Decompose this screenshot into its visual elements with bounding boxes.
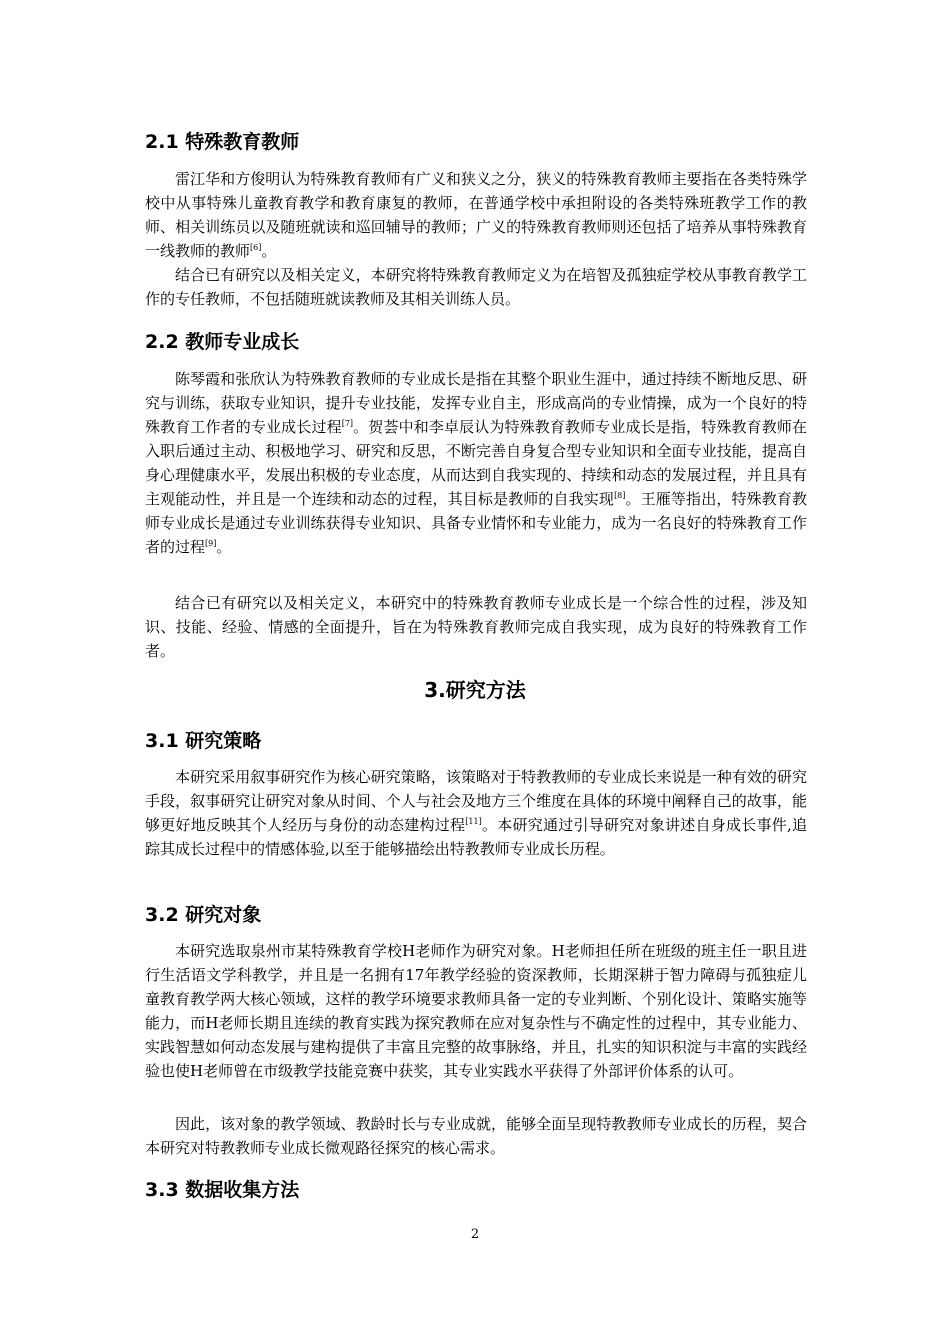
paragraph-text: 。本研究通过引导研究对象讲述自身成长事件,追踪其成长过程中的情感体验,以至于能够描绘出特教教师专业成长历程。 xyxy=(145,816,807,858)
citation: [6] xyxy=(250,243,262,252)
section-heading-3-1: 3.1 研究策略 xyxy=(145,730,262,752)
paragraph-text: 陈琴霞和张欣认为特殊教育教师的专业成长是指在其整个职业生涯中，通过持续不断地反思、研究与训练，获取专业知识，提升专业技能，发挥专业自主，形成高尚的专业情操，成为一个良好的特殊教育工作者的专业成长过程 xyxy=(145,370,807,436)
section-heading-2-2: 2.2 教师专业成长 xyxy=(145,331,300,353)
section-heading-2-1: 2.1 特殊教育教师 xyxy=(145,131,300,153)
paragraph-text: 。贺荟中和李卓辰认为特殊教育教师专业成长是指，特殊教育教师在入职后通过主动、积极地学习、研究和反思，不断完善自身复合型专业知识和全面专业技能，提高自身心理健康水平，发展出积极的专业态度，从而达到自我实现的、持续和动态的发展过程，并且具有主观能动性，并且是一个连续和动态的过程，其目标是教师的自我实现 xyxy=(145,418,807,508)
section-heading-3-2: 3.2 研究对象 xyxy=(145,904,262,926)
citation: [7] xyxy=(341,419,354,428)
paragraph: 结合已有研究以及相关定义，本研究将特殊教育教师定义为在培智及孤独症学校从事教育教学工作的专任教师，不包括随班就读教师及其相关训练人员。 xyxy=(145,266,807,308)
citation: [8] xyxy=(614,491,626,500)
paragraph-text: 本研究采用叙事研究作为核心研究策略，该策略对于特教教师的专业成长来说是一种有效的研究手段，叙事研究让研究对象从时间、个人与社会及地方三个维度在具体的环境中阐释自己的故事，能够更好地反映其个人经历与身份的动态建构过程 xyxy=(145,768,807,834)
paragraph-text: 。王雁等指出，特殊教育教师专业成长是通过专业训练获得专业知识、具备专业情怀和专业能力，成为一名良好的特殊教育工作者的过程 xyxy=(145,490,807,556)
citation: [11] xyxy=(465,817,482,826)
paragraph: 因此，该对象的教学领域、教龄时长与专业成就，能够全面呈现特教教师专业成长的历程，契合本研究对特教教师专业成长微观路径探究的核心需求。 xyxy=(145,1115,807,1157)
paragraph xyxy=(145,765,807,861)
chapter-heading-3: 3.研究方法 xyxy=(424,678,526,702)
paragraph-text: 。 xyxy=(261,242,277,260)
paragraph xyxy=(145,367,807,559)
page-number: 2 xyxy=(470,1227,480,1242)
paragraph-text: 雷江华和方俊明认为特殊教育教师有广义和狭义之分，狭义的特殊教育教师主要指在各类特殊学校中从事特殊儿童教育教学和教育康复的教师，在普通学校中承担附设的各类特殊班教学工作的教师、相关训练员以及随班就读和巡回辅导的教师；广义的特殊教育教师则还包括了培养从事特殊教育一线教师的教师 xyxy=(145,170,807,260)
section-heading-3-3: 3.3 数据收集方法 xyxy=(145,1179,300,1201)
citation: [9] xyxy=(205,539,217,548)
paragraph: 结合已有研究以及相关定义，本研究中的特殊教育教师专业成长是一个综合性的过程，涉及知识、技能、经验、情感的全面提升，旨在为特殊教育教师完成自我实现，成为良好的特殊教育工作者。 xyxy=(145,594,807,660)
paragraph: 本研究选取泉州市某特殊教育学校H老师作为研究对象。H老师担任所在班级的班主任一职且进行生活语文学科教学，并且是一名拥有17年教学经验的资深教师，长期深耕于智力障碍与孤独症儿童教育教学两大核心领域，这样的教学环境要求教师具备一定的专业判断、个别化设计、策略实施等能力，而H老师长期且连续的教育实践为探究教师在应对复杂性与不确定性的过程中，其专业能力、实践智慧如何动态发展与建构提供了丰富且完整的故事脉络，并且，扎实的知识积淀与丰富的实践经验也使H老师曾在市级教学技能竞赛中获奖，其专业实践水平获得了外部评价体系的认可。 xyxy=(145,942,807,1080)
paragraph xyxy=(145,167,807,263)
paragraph-text: 。 xyxy=(216,538,232,556)
